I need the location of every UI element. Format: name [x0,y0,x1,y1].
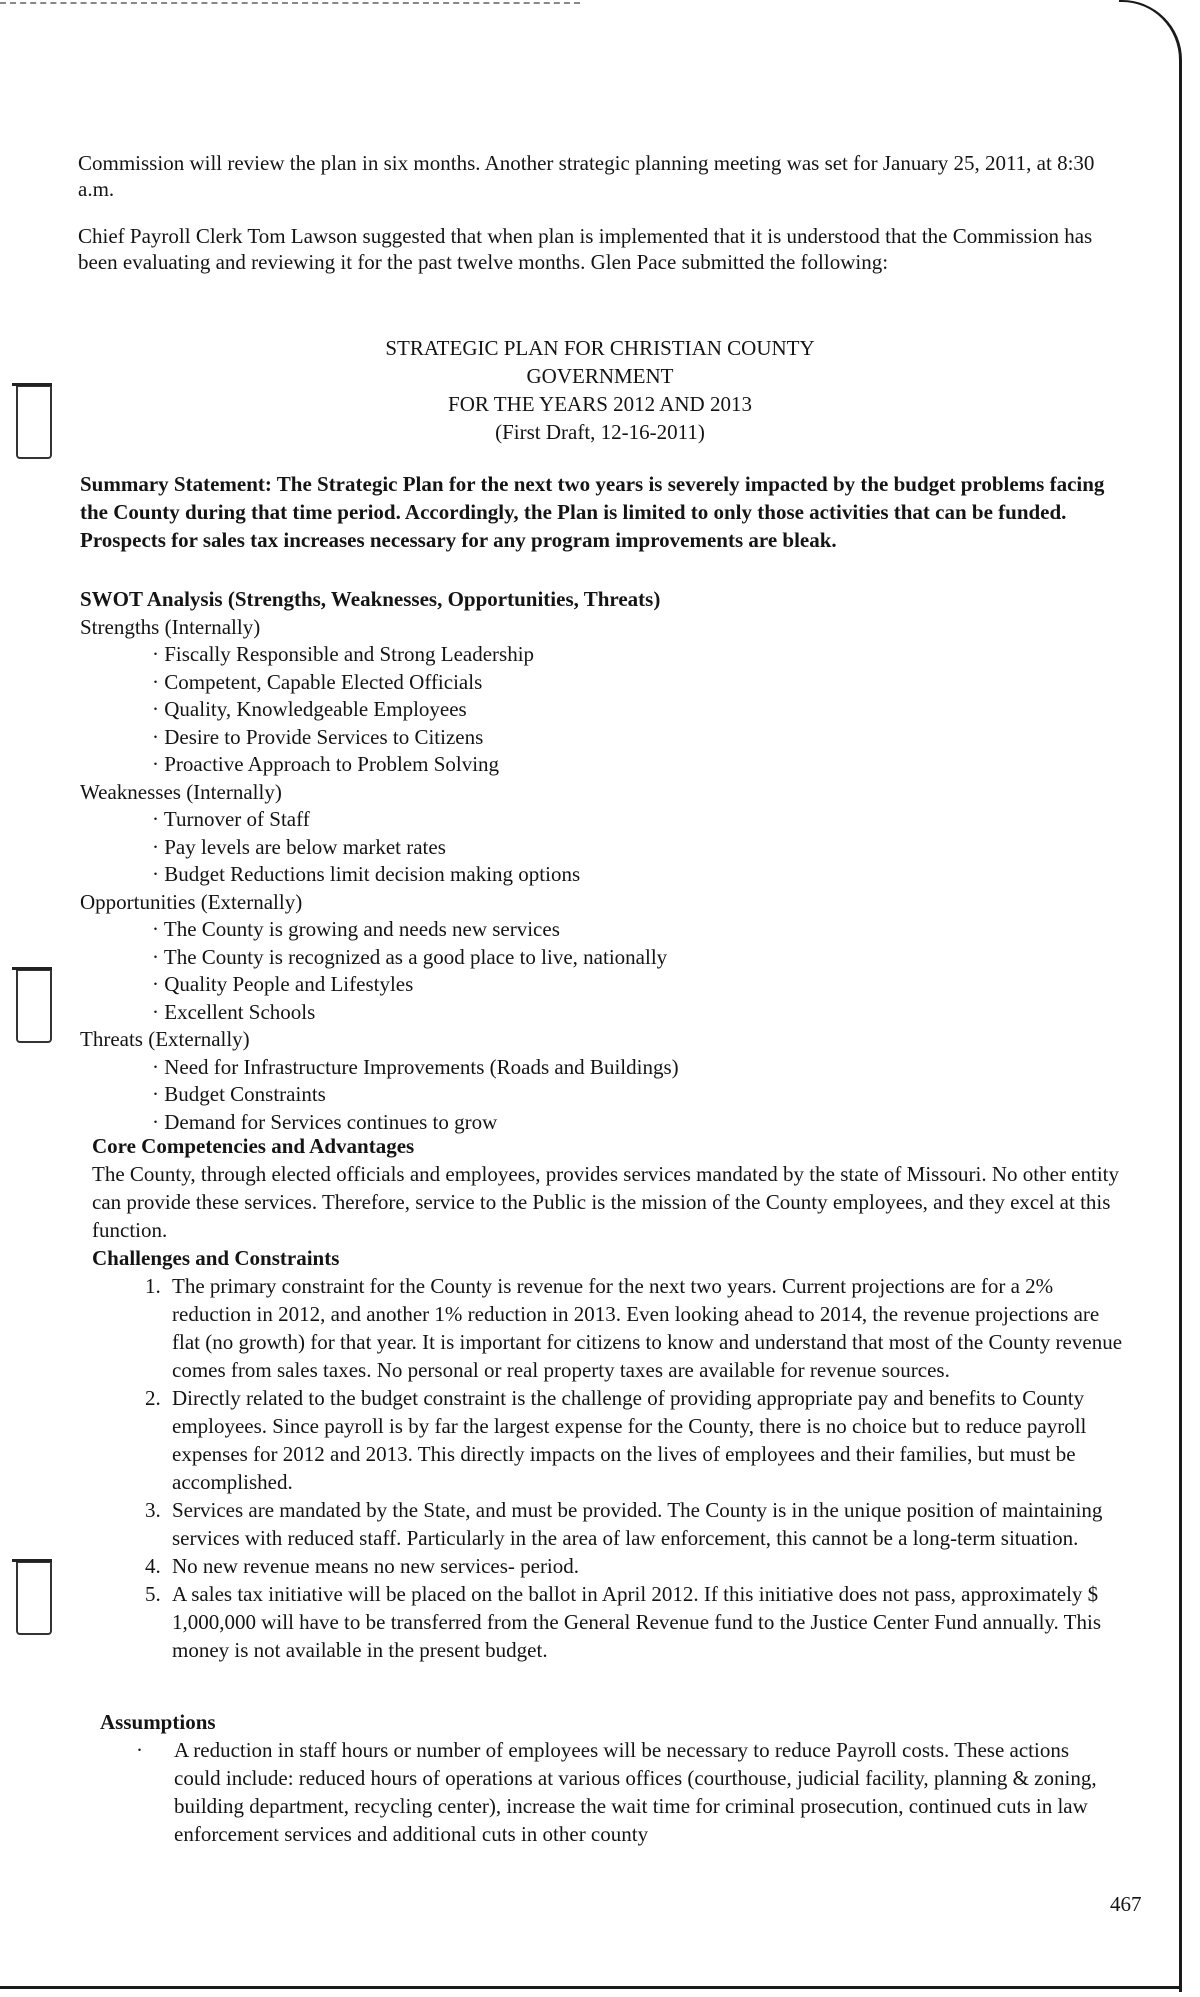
list-item: · Pay levels are below market rates [152,834,1110,862]
list-item: · Quality People and Lifestyles [152,971,1110,999]
list-item: 5. A sales tax initiative will be placed on the ballot in April 2012. If this initiative does not pass, approximately $ 1,000,000 will have to be transferred from the General Revenue fund to the Justice Center Fund annually. This money is not available in the present budget. [166,1580,1122,1664]
swot-group-label-threats: Threats (Externally) [80,1027,250,1051]
list-item: · Proactive Approach to Problem Solving [152,751,1110,779]
list-item: · Demand for Services continues to grow [152,1109,1110,1137]
list-item: · Budget Reductions limit decision making options [152,861,1110,889]
swot-group-label-weaknesses: Weaknesses (Internally) [80,779,282,804]
plan-heading [200,334,1000,446]
list-item: 2. Directly related to the budget constraint is the challenge of providing appropriate pay and benefits to County employees. Since payroll is by far the largest expense for the County, there is no choice but to reduce payroll expenses for 2012 and 2013. This directly impacts on the lives of employees and their families, but must be accomplished. [166,1384,1122,1496]
swot-group-label-strengths: Strengths (Internally) [80,614,261,639]
core-title: Core Competencies and Advantages [92,1134,415,1158]
swot-group-label-opportunities: Opportunities (Externally) [80,889,303,914]
list-item: · The County is growing and needs new services [152,916,1110,944]
list-item: · The County is recognized as a good place to live, nationally [152,944,1110,972]
list-item: · Competent, Capable Elected Officials [152,669,1110,697]
intro-text-2: Chief Payroll Clerk Tom Lawson suggested that when plan is implemented that it is understood that the Commission has been evaluating and reviewing it for the past twelve months. Glen Pace submitted the following: [78,224,1093,274]
assumptions [100,1708,1110,1848]
heading-line-4: (First Draft, 12-16-2011) [495,420,705,444]
list-item: · Desire to Provide Services to Citizens [152,724,1110,752]
list-item: · Need for Infrastructure Improvements (Roads and Buildings) [152,1054,1110,1082]
heading-line-3: FOR THE YEARS 2012 AND 2013 [448,392,752,416]
assumptions-title: Assumptions [100,1710,216,1734]
page-number: 467 [1110,1892,1142,1916]
swot-analysis [80,586,1110,1136]
list-item: · Excellent Schools [152,999,1110,1027]
binder-hole-top [16,384,52,459]
opportunities-list [80,916,1110,1026]
intro-paragraph-2 [78,223,1108,275]
heading-line-1: STRATEGIC PLAN FOR CHRISTIAN COUNTY [385,336,815,360]
list-item: 1. The primary constraint for the County is revenue for the next two years. Current projections are for a 2% reduction in 2012, and another 1% reduction in 2013. Even looking ahead to 2014, the revenue projections are flat (no growth) for that year. It is important for citizens to know and understand that most of the County revenue comes from sales taxes. No personal or real property taxes are available for revenue sources. [166,1272,1122,1384]
list-item: · A reduction in staff hours or number of employees will be necessary to reduce Payroll costs. These actions could include: reduced hours of operations at various offices (courthouse, judicial facility, planning & zoning, building department, recycling center), increase the wait time for criminal prosecution, continued cuts in law enforcement services and additional cuts in other county [174,1736,1110,1848]
page-edge-bottom [0,1986,1180,1989]
list-item: · Fiscally Responsible and Strong Leadership [152,641,1110,669]
challenges-title: Challenges and Constraints [92,1246,340,1270]
scan-top-edge [0,2,580,4]
list-item: 4. No new revenue means no new services- period. [166,1552,1122,1580]
intro-text-1: Commission will review the plan in six months. Another strategic planning meeting was set for January 25, 2011, at 8:30 a.m. [78,151,1095,201]
heading-line-2: GOVERNMENT [526,364,674,388]
weaknesses-list [80,806,1110,889]
swot-title: SWOT Analysis (Strengths, Weaknesses, Opportunities, Threats) [80,587,661,611]
list-item: 3. Services are mandated by the State, and must be provided. The County is in the unique position of maintaining services with reduced staff. Particularly in the area of law enforcement, this cannot be a long-term situation. [166,1496,1122,1552]
binder-hole-middle [16,968,52,1043]
core-text: The County, through elected officials and employees, provides services mandated by the state of Missouri. No other entity can provide these services. Therefore, service to the Public is the mission of the County employees, and they excel at this function. [92,1162,1119,1242]
summary-statement [80,470,1110,554]
binder-hole-bottom [16,1560,52,1635]
summary-text: Summary Statement: The Strategic Plan for the next two years is severely impacted by the budget problems facing the County during that time period. Accordingly, the Plan is limited to only those activities that can be funded. Prospects for sales tax increases necessary for any program improvements are bleak. [80,472,1105,552]
assumptions-list [100,1736,1110,1848]
list-item: · Turnover of Staff [152,806,1110,834]
challenges-constraints [92,1244,1122,1664]
list-item: · Quality, Knowledgeable Employees [152,696,1110,724]
challenges-list [92,1272,1122,1664]
list-item: · Budget Constraints [152,1081,1110,1109]
core-competencies [92,1132,1122,1244]
intro-paragraph-1 [78,150,1108,202]
page-edge-right [1119,0,1182,1992]
threats-list [80,1054,1110,1137]
strengths-list [80,641,1110,779]
